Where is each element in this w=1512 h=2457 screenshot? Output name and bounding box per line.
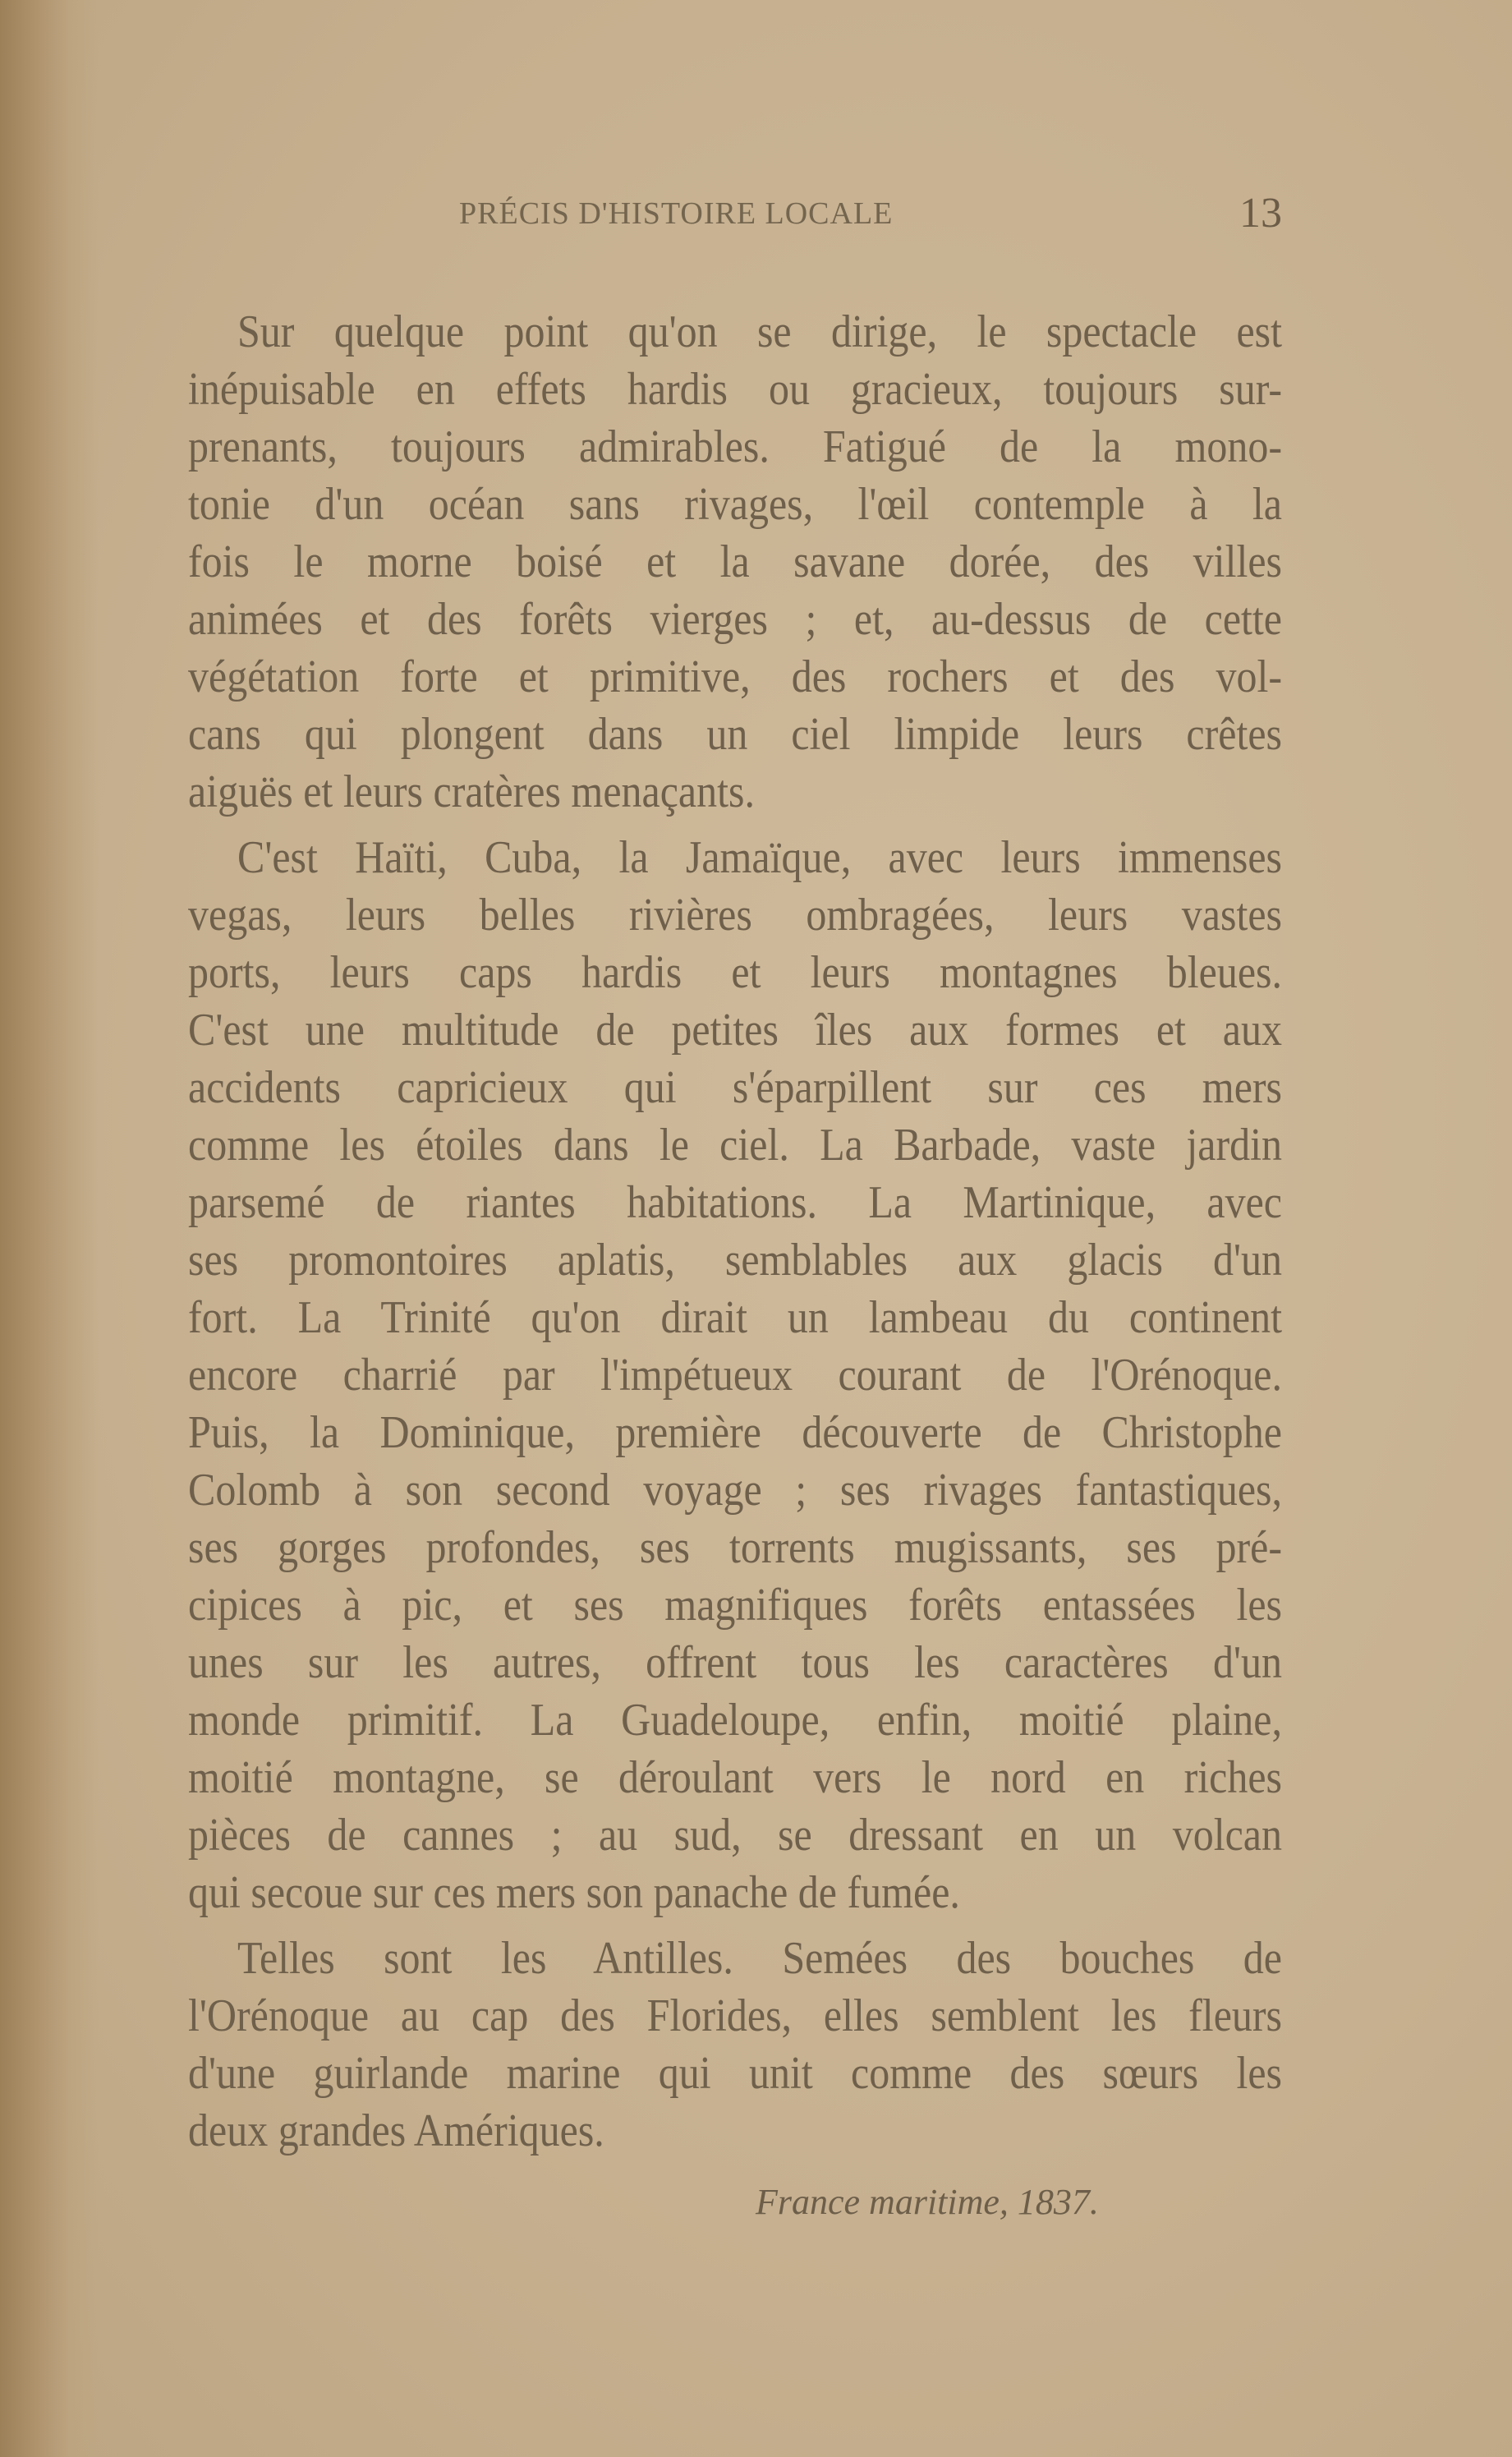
text-line: l'Orénoque au cap des Florides, elles semblent les fleurs bbox=[188, 1989, 1282, 2041]
paragraph bbox=[188, 302, 1282, 820]
text-line: prenants, toujours admirables. Fatigué de la mono- bbox=[188, 420, 1282, 472]
text-line: C'est une multitude de petites îles aux formes et aux bbox=[188, 1003, 1282, 1056]
text-line: ports, leurs caps hardis et leurs montagnes bleues. bbox=[188, 946, 1282, 998]
body-text bbox=[188, 302, 1282, 2167]
text-line: Telles sont les Antilles. Semées des bouches de bbox=[237, 1931, 1282, 1984]
text-line: fois le morne boisé et la savane dorée, des villes bbox=[188, 535, 1282, 587]
text-line: pièces de cannes ; au sud, se dressant en un volcan bbox=[188, 1808, 1282, 1861]
text-line: animées et des forêts vierges ; et, au-dessus de cette bbox=[188, 592, 1282, 645]
text-line: encore charrié par l'impétueux courant de l'Orénoque. bbox=[188, 1348, 1282, 1401]
page-number: 13 bbox=[1239, 190, 1282, 237]
book-binding-edge bbox=[0, 0, 99, 2457]
text-line: Sur quelque point qu'on se dirige, le spectacle est bbox=[237, 305, 1282, 357]
text-line: monde primitif. La Guadeloupe, enfin, moitié plaine, bbox=[188, 1693, 1282, 1746]
text-line: Puis, la Dominique, première découverte de Christophe bbox=[188, 1406, 1282, 1458]
text-line: C'est Haïti, Cuba, la Jamaïque, avec leurs immenses bbox=[237, 831, 1282, 883]
text-line: accidents capricieux qui s'éparpillent sur ces mers bbox=[188, 1061, 1282, 1113]
source-attribution: France maritime, 1837. bbox=[756, 2182, 1099, 2222]
paragraph bbox=[188, 828, 1282, 1921]
text-line: comme les étoiles dans le ciel. La Barbade, vaste jardin bbox=[188, 1118, 1282, 1171]
text-line: qui secoue sur ces mers son panache de fumée. bbox=[188, 1866, 960, 1918]
text-line: aiguës et leurs cratères menaçants. bbox=[188, 765, 755, 817]
text-line: Colomb à son second voyage ; ses rivages fantastiques, bbox=[188, 1463, 1282, 1516]
text-line: inépuisable en effets hardis ou gracieux, toujours sur- bbox=[188, 362, 1282, 415]
text-line: deux grandes Amériques. bbox=[188, 2104, 604, 2156]
text-line: fort. La Trinité qu'on dirait un lambeau du continent bbox=[188, 1291, 1282, 1343]
text-line: vegas, leurs belles rivières ombragées, leurs vastes bbox=[188, 888, 1282, 941]
text-line: unes sur les autres, offrent tous les caractères d'un bbox=[188, 1636, 1282, 1688]
text-line: cipices à pic, et ses magnifiques forêts entassées les bbox=[188, 1578, 1282, 1631]
text-line: ses gorges profondes, ses torrents mugissants, ses pré- bbox=[188, 1521, 1282, 1573]
text-line: tonie d'un océan sans rivages, l'œil contemple à la bbox=[188, 477, 1282, 530]
text-line: moitié montagne, se déroulant vers le nord en riches bbox=[188, 1751, 1282, 1803]
running-title: PRÉCIS D'HISTOIRE LOCALE bbox=[459, 196, 894, 231]
text-line: ses promontoires aplatis, semblables aux glacis d'un bbox=[188, 1233, 1282, 1286]
text-line: d'une guirlande marine qui unit comme des sœurs les bbox=[188, 2046, 1282, 2099]
text-line: végétation forte et primitive, des rochers et des vol- bbox=[188, 650, 1282, 702]
text-line: parsemé de riantes habitations. La Martinique, avec bbox=[188, 1176, 1282, 1228]
text-line: cans qui plongent dans un ciel limpide leurs crêtes bbox=[188, 707, 1282, 760]
page-header bbox=[188, 190, 1282, 245]
paragraph bbox=[188, 1929, 1282, 2159]
